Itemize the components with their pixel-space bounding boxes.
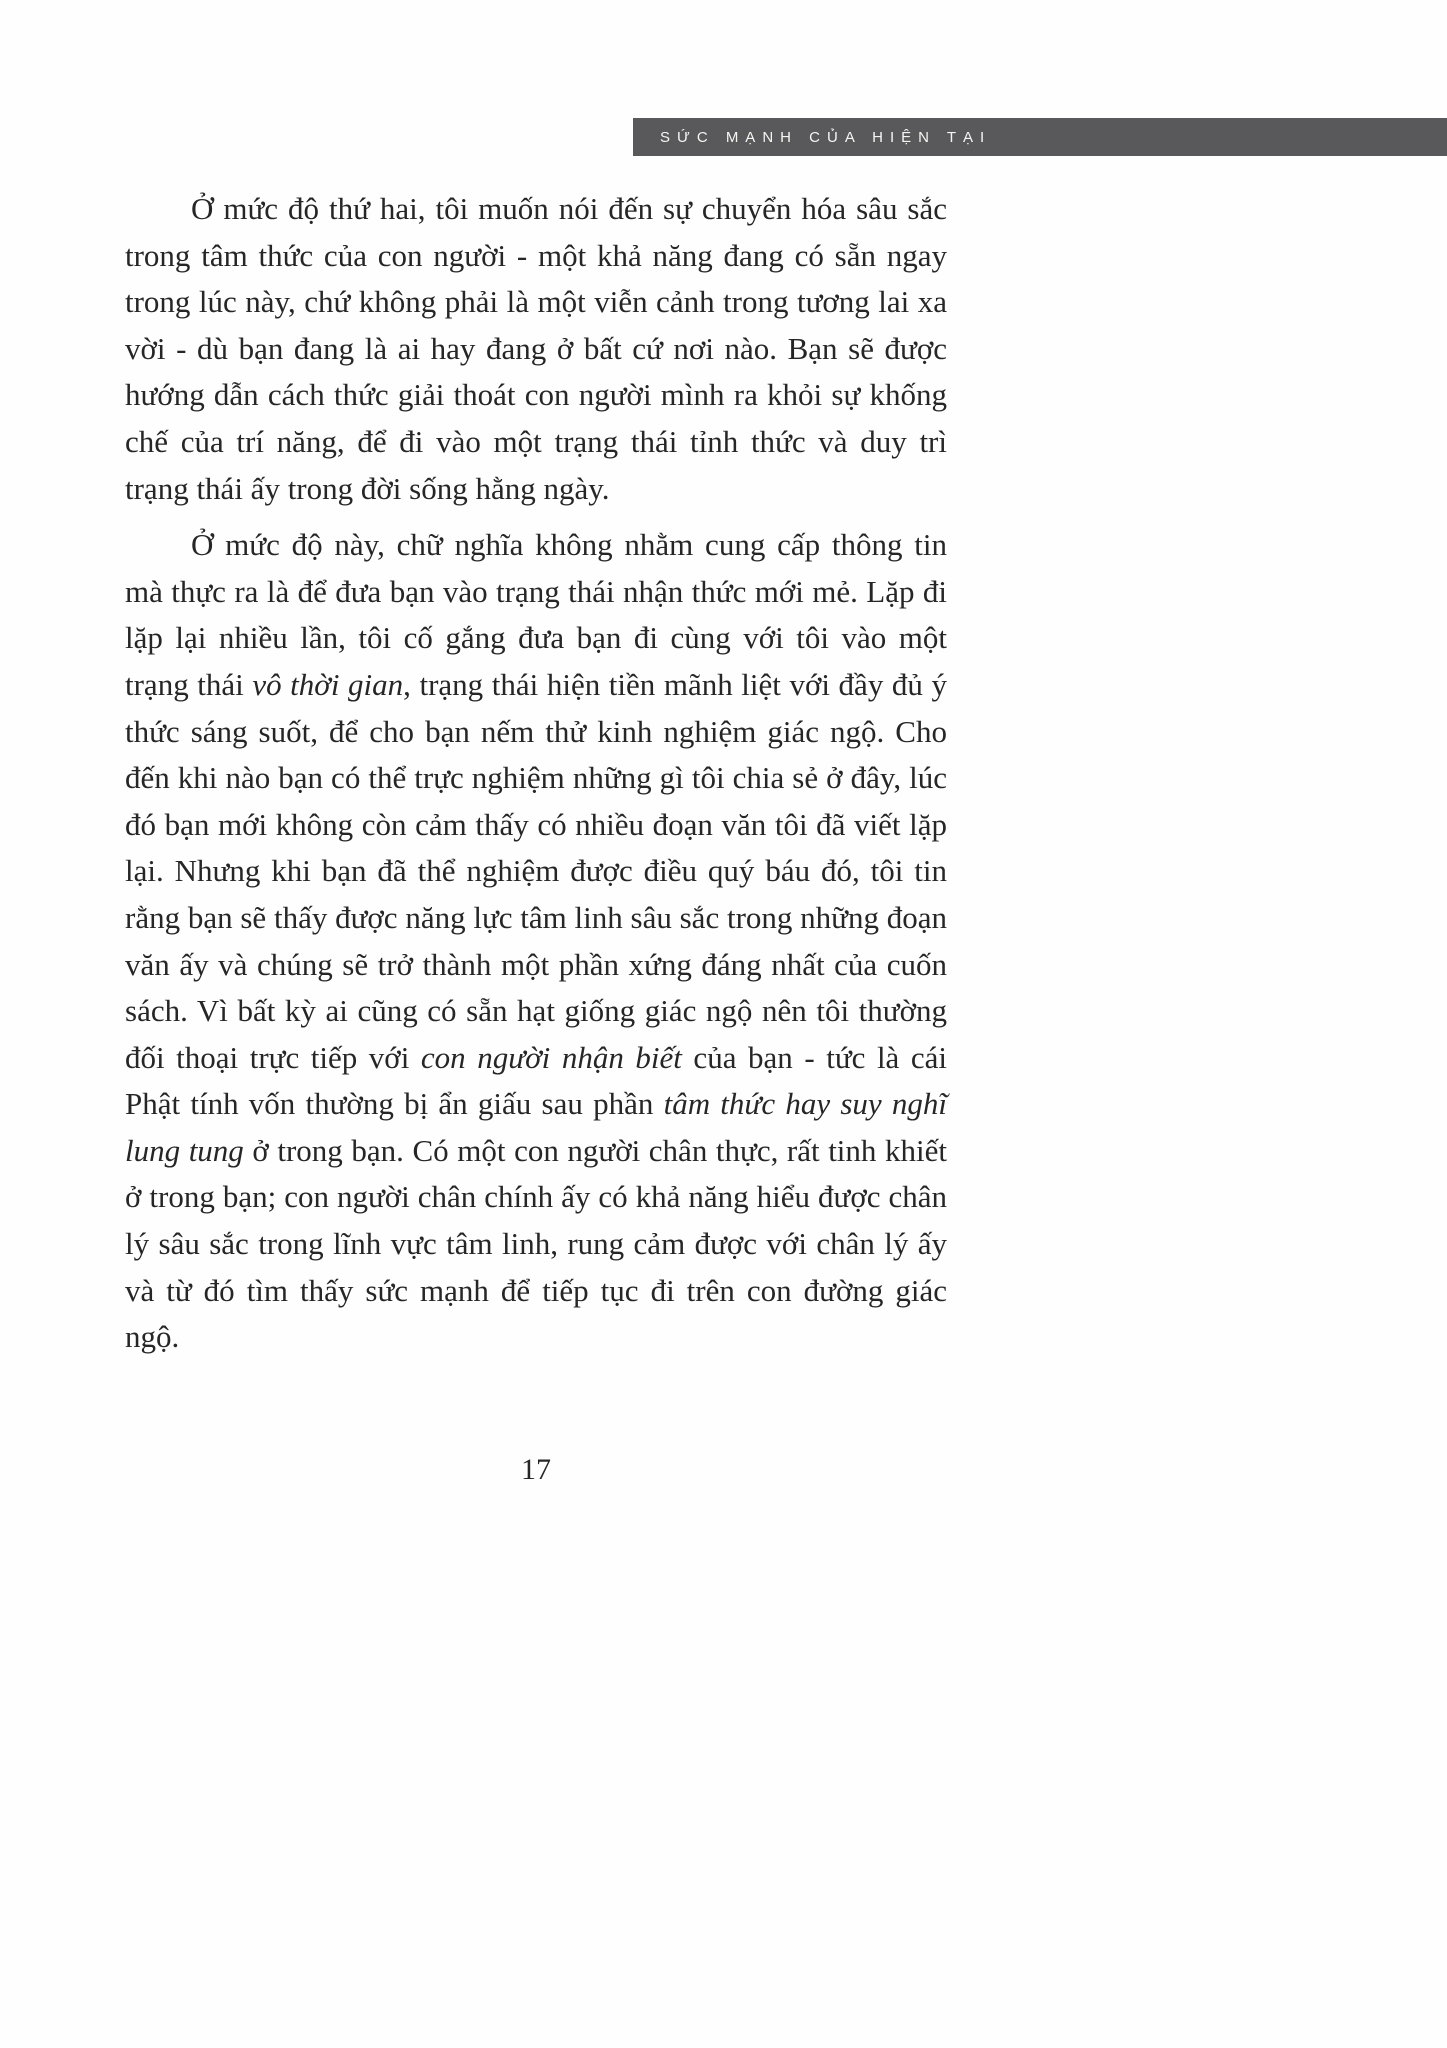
page-number: 17 [521, 1453, 551, 1486]
running-header-title: SỨC MẠNH CỦA HIỆN TẠI [660, 128, 992, 146]
header-banner [633, 118, 1447, 156]
text-segment: Ở mức độ này, chữ nghĩa không nhằm cung cấp thông tin mà thực ra là để đưa bạn vào trạng thái nhận thức mới mẻ. Lặp đi lặp lại nhiều lần, tôi cố gắng đưa bạn đi cùng với tôi vào một trạng thái [125, 527, 947, 702]
text-segment: , trạng thái hiện tiền mãnh liệt với đầy đủ ý thức sáng suốt, để cho bạn nếm thử kinh nghiệm giác ngộ. Cho đến khi nào bạn có thể trực nghiệm những gì tôi chia sẻ ở đây, lúc đó bạn mới không còn cảm thấy có nhiều đoạn văn tôi đã viết lặp lại. Nhưng khi bạn đã thể nghiệm được điều quý báu đó, tôi tin rằng bạn sẽ thấy được năng lực tâm linh sâu sắc trong những đoạn văn ấy và chúng sẽ trở thành một phần xứng đáng nhất của cuốn sách. Vì bất kỳ ai cũng có sẵn hạt giống giác ngộ nên tôi thường đối thoại trực tiếp với [125, 666, 947, 1075]
text-segment: Ở mức độ thứ hai, tôi muốn nói đến sự chuyển hóa sâu sắc trong tâm thức của con người - một khả năng đang có sẵn ngay trong lúc này, chứ không phải là một viễn cảnh trong tương lai xa vời - dù bạn đang là ai hay đang ở bất cứ nơi nào. Bạn sẽ được hướng dẫn cách thức giải thoát con người mình ra khỏi sự khống chế của trí năng, để đi vào một trạng thái tỉnh thức và duy trì trạng thái ấy trong đời sống hằng ngày. [125, 191, 947, 506]
text-segment-italic: vô thời gian [252, 666, 404, 702]
text-segment: của bạn - tức là cái Phật tính vốn thường bị ẩn giấu sau phần [125, 1039, 948, 1122]
page-body-text [125, 186, 947, 1371]
paragraph [125, 186, 947, 512]
text-segment-italic: tâm thức hay suy nghĩ lung tung [125, 1086, 947, 1168]
text-segment: ở trong bạn. Có một con người chân thực, rất tinh khiết ở trong bạn; con người chân chính ấy có khả năng hiểu được chân lý sâu sắc trong lĩnh vực tâm linh, rung cảm được với chân lý ấy và từ đó tìm thấy sức mạnh để tiếp tục đi trên con đường giác ngộ. [125, 1132, 947, 1355]
text-segment-italic: con người nhận biết [420, 1039, 682, 1075]
paragraph [125, 522, 947, 1361]
